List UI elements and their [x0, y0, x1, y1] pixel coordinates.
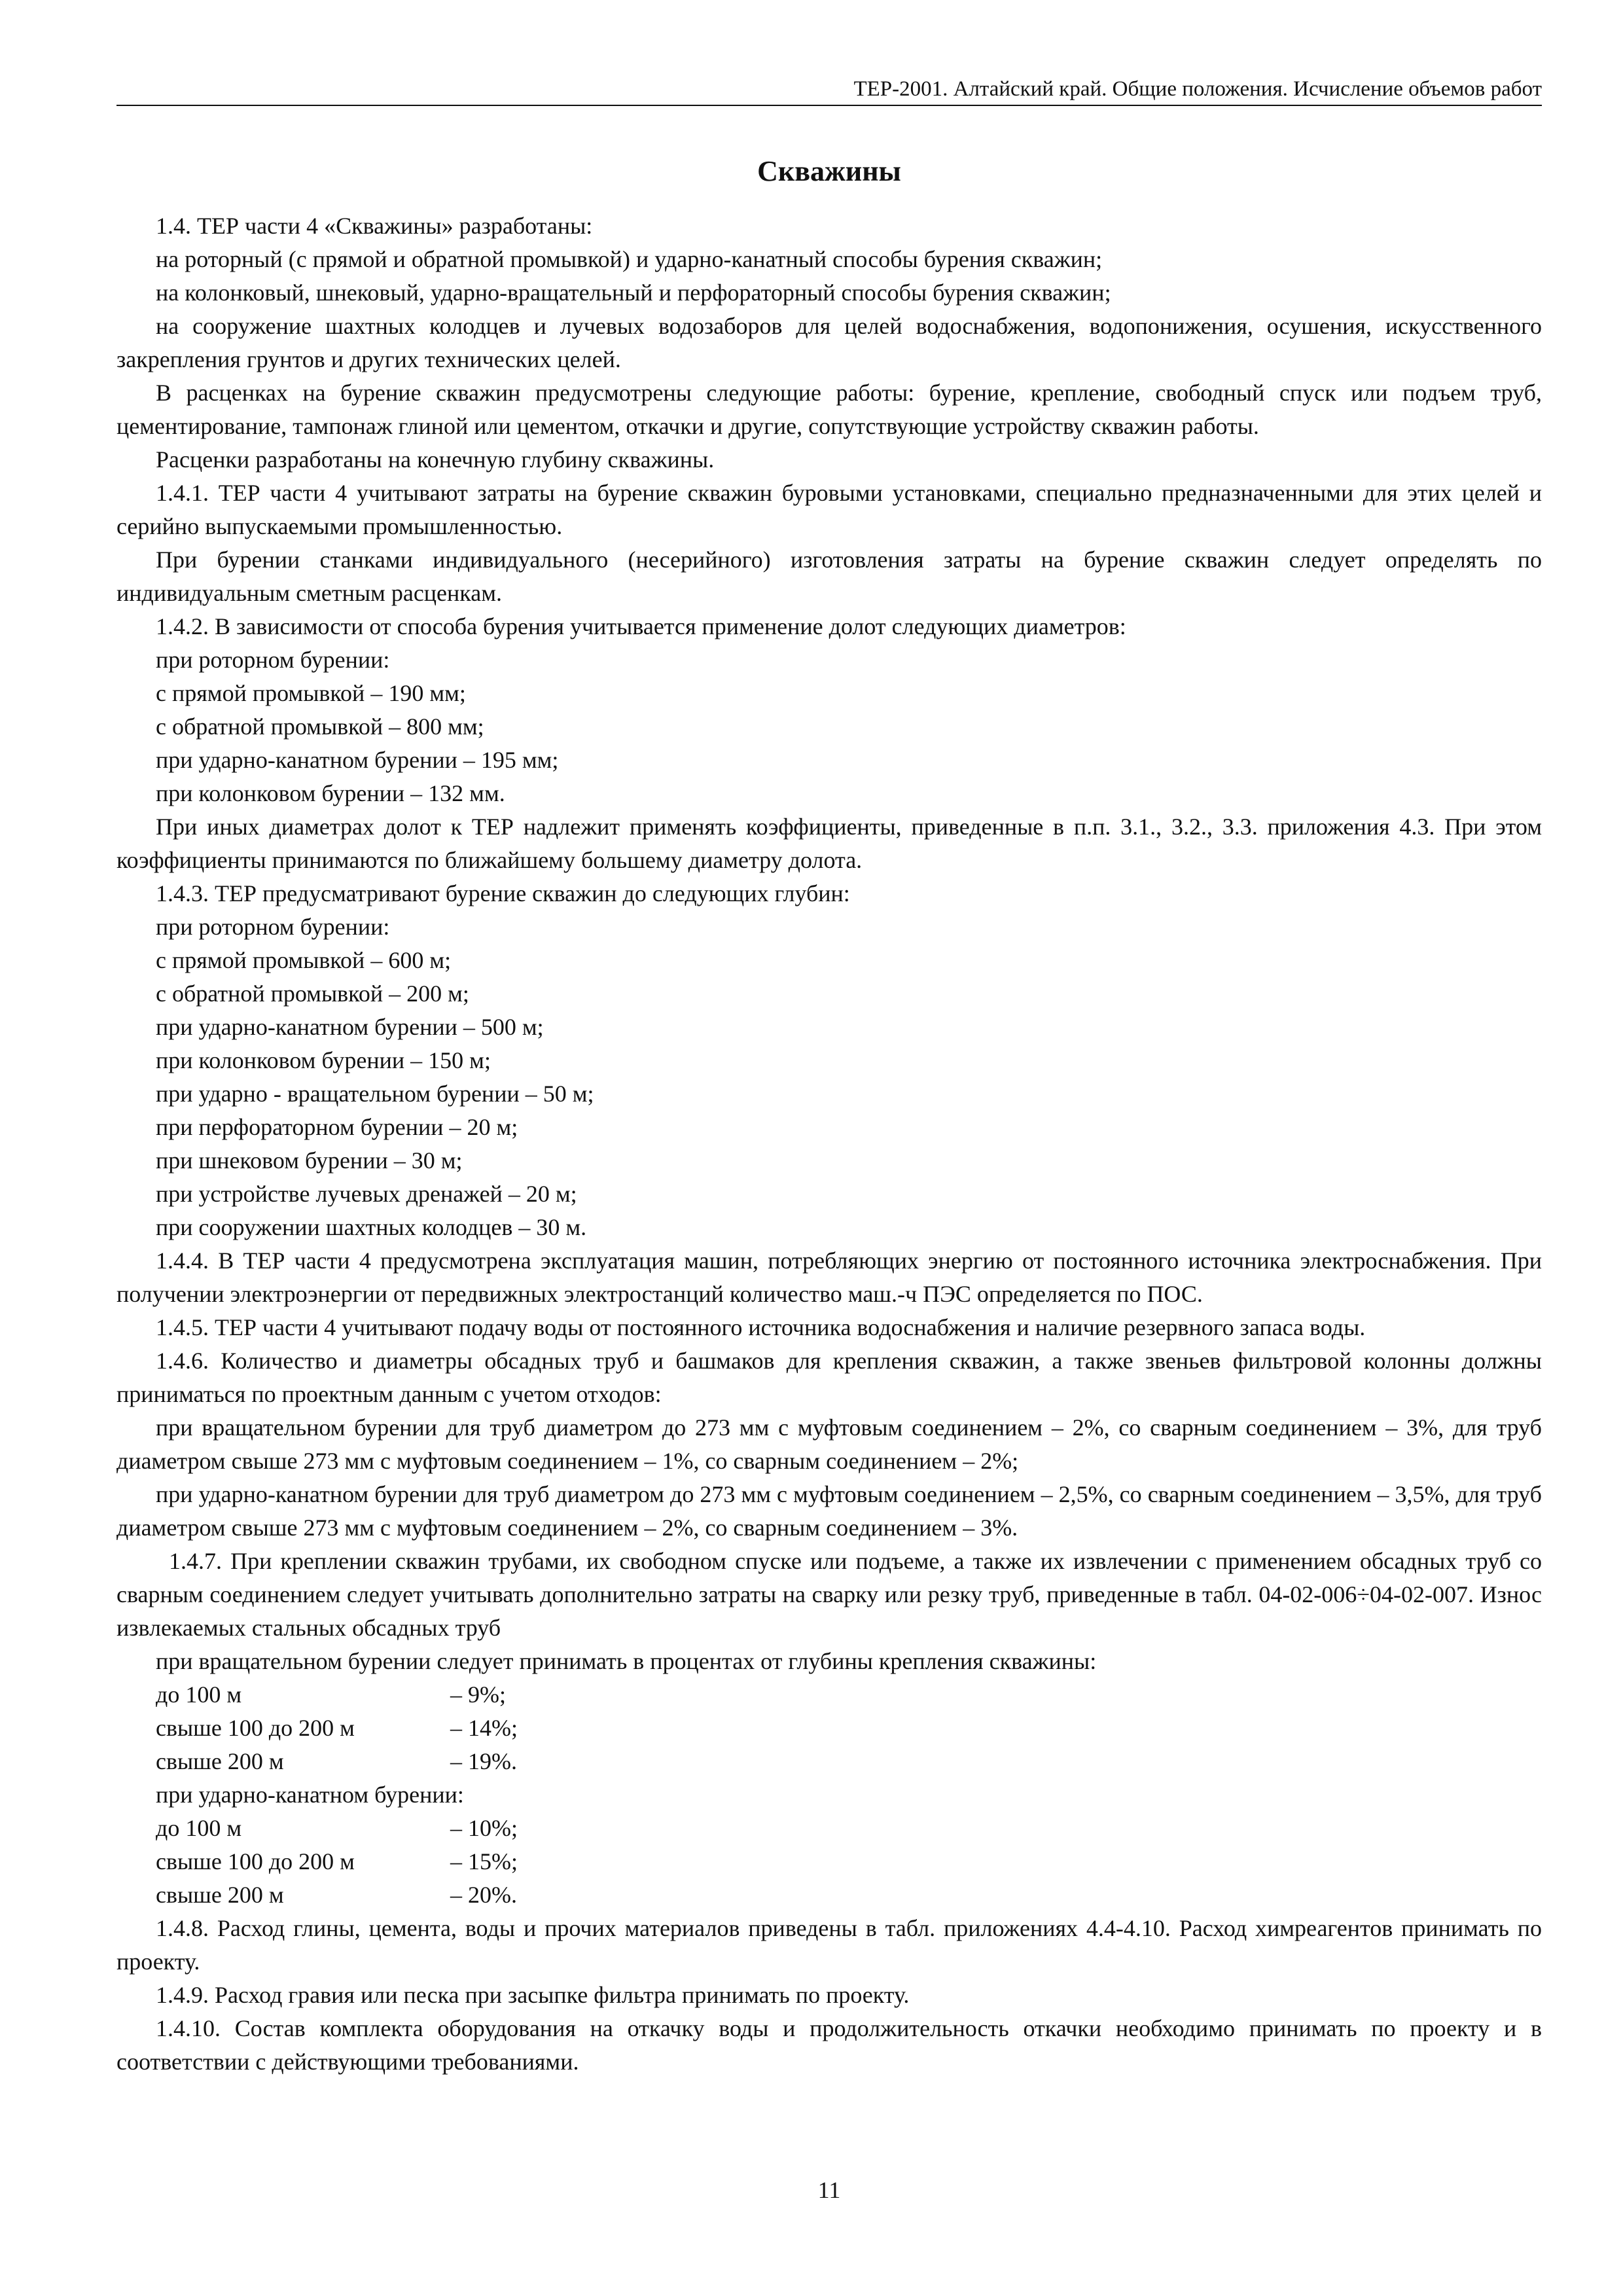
wear-value: – 20%. — [450, 1882, 517, 1908]
wear-range: до 100 м — [156, 1815, 242, 1841]
paragraph: на колонковый, шнековый, ударно-вращательный и перфораторный способы бурения скважин; — [156, 279, 1111, 306]
paragraph: В расценках на бурение скважин предусмотрены следующие работы: бурение, крепление, свободный спуск или подъем труб, цементирование, тампонаж глиной или цементом, откачки и другие, сопутствующие устройству скважин работы. — [116, 380, 1542, 439]
wear-row — [116, 1812, 1542, 1845]
wear-row — [116, 1878, 1542, 1912]
wear-value: – 15%; — [450, 1848, 518, 1874]
paragraph: 1.4.4. В ТЕР части 4 предусмотрена эксплуатация машин, потребляющих энергию от постоянного источника электроснабжения. При получении электроэнергии от передвижных электростанций количество маш.-ч ПЭС определяется по ПОС. — [116, 1247, 1542, 1307]
wear-value: – 9%; — [450, 1681, 506, 1708]
paragraph: при колонковом бурении – 150 м; — [156, 1047, 491, 1073]
paragraph: с прямой промывкой – 190 мм; — [156, 680, 466, 706]
paragraph: 1.4.1. ТЕР части 4 учитывают затраты на бурение скважин буровыми установками, специально предназначенными для этих целей и серийно выпускаемыми промышленностью. — [116, 480, 1542, 539]
paragraph: 1.4.5. ТЕР части 4 учитывают подачу воды от постоянного источника водоснабжения и наличие резервного запаса воды. — [156, 1314, 1366, 1340]
paragraph: при колонковом бурении – 132 мм. — [156, 780, 505, 806]
paragraph: 1.4. ТЕР части 4 «Скважины» разработаны: — [156, 213, 593, 239]
wear-value: – 19%. — [450, 1748, 517, 1774]
paragraph: при ударно-канатном бурении – 195 мм; — [156, 747, 559, 773]
paragraph: 1.4.7. При креплении скважин трубами, их свободном спуске или подъеме, а также их извлечении с применением обсадных труб со сварным соединением следует учитывать дополнительно затраты на сварку или резку труб, приведенные в табл. 04-02-006÷04-02-007. Износ извлекаемых стальных обсадных труб — [116, 1548, 1542, 1641]
wear-row — [116, 1712, 1542, 1745]
wear-value: – 10%; — [450, 1815, 518, 1841]
header-rule — [116, 105, 1542, 106]
wear-range: свыше 200 м — [156, 1748, 284, 1774]
paragraph: при сооружении шахтных колодцев – 30 м. — [156, 1214, 587, 1240]
running-header: ТЕР-2001. Алтайский край. Общие положения. Исчисление объемов работ — [853, 77, 1542, 101]
wear-row — [116, 1845, 1542, 1878]
paragraph: при роторном бурении: — [156, 647, 390, 673]
paragraph: 1.4.6. Количество и диаметры обсадных труб и башмаков для крепления скважин, а также звеньев фильтровой колонны должны приниматься по проектным данным с учетом отходов: — [116, 1348, 1542, 1407]
paragraph: 1.4.3. ТЕР предусматривают бурение скважин до следующих глубин: — [156, 880, 850, 906]
page-number: 11 — [817, 2177, 841, 2203]
paragraph: при ударно-канатном бурении для труб диаметром до 273 мм с муфтовым соединением – 2,5%, со сварным соединением – 3,5%, для труб диаметром свыше 273 мм с муфтовым соединением – 2%, со сварным соединением – 3%. — [116, 1481, 1542, 1541]
paragraph: при ударно-канатном бурении: — [156, 1782, 464, 1808]
paragraph: 1.4.8. Расход глины, цемента, воды и прочих материалов приведены в табл. приложениях 4.4-4.10. Расход химреагентов принимать по проекту. — [116, 1915, 1542, 1975]
paragraph: с обратной промывкой – 200 м; — [156, 980, 469, 1007]
paragraph: 1.4.9. Расход гравия или песка при засыпке фильтра принимать по проекту. — [156, 1982, 910, 2008]
paragraph: при ударно - вращательном бурении – 50 м; — [156, 1081, 594, 1107]
wear-row — [116, 1678, 1542, 1712]
paragraph: при устройстве лучевых дренажей – 20 м; — [156, 1181, 577, 1207]
paragraph: при шнековом бурении – 30 м; — [156, 1147, 463, 1174]
paragraph: с обратной промывкой – 800 мм; — [156, 713, 484, 740]
wear-row — [116, 1745, 1542, 1778]
wear-range: свыше 100 до 200 м — [156, 1848, 355, 1874]
paragraph: 1.4.10. Состав комплекта оборудования на откачку воды и продолжительность откачки необходимо принимать по проекту и в соответствии с действующими требованиями. — [116, 2015, 1542, 2075]
paragraph: при ударно-канатном бурении – 500 м; — [156, 1014, 544, 1040]
paragraph: с прямой промывкой – 600 м; — [156, 947, 452, 973]
paragraph: 1.4.2. В зависимости от способа бурения учитывается применение долот следующих диаметров: — [156, 613, 1126, 639]
paragraph: на сооружение шахтных колодцев и лучевых водозаборов для целей водоснабжения, водопонижения, осушения, искусственного закрепления грунтов и других технических целей. — [116, 313, 1542, 372]
wear-range: свыше 100 до 200 м — [156, 1715, 355, 1741]
paragraph: При иных диаметрах долот к ТЕР надлежит применять коэффициенты, приведенные в п.п. 3.1., 3.2., 3.3. приложения 4.3. При этом коэффициенты принимаются по ближайшему большему диаметру долота. — [116, 814, 1542, 873]
wear-range: свыше 200 м — [156, 1882, 284, 1908]
paragraph: при вращательном бурении для труб диаметром до 273 мм с муфтовым соединением – 2%, со сварным соединением – 3%, для труб диаметром свыше 273 мм с муфтовым соединением – 1%, со сварным соединением – 2%; — [116, 1414, 1542, 1474]
wear-value: – 14%; — [450, 1715, 518, 1741]
paragraph: Расценки разработаны на конечную глубину скважины. — [156, 446, 715, 473]
section-title: Скважины — [757, 155, 901, 187]
paragraph: при роторном бурении: — [156, 914, 390, 940]
wear-range: до 100 м — [156, 1681, 242, 1708]
body-text — [116, 209, 1542, 2079]
paragraph: При бурении станками индивидуального (несерийного) изготовления затраты на бурение скважин следует определять по индивидуальным сметным расценкам. — [116, 547, 1542, 606]
paragraph: при вращательном бурении следует принимать в процентах от глубины крепления скважины: — [156, 1648, 1097, 1674]
paragraph: на роторный (с прямой и обратной промывкой) и ударно-канатный способы бурения скважин; — [156, 246, 1103, 272]
paragraph: при перфораторном бурении – 20 м; — [156, 1114, 518, 1140]
